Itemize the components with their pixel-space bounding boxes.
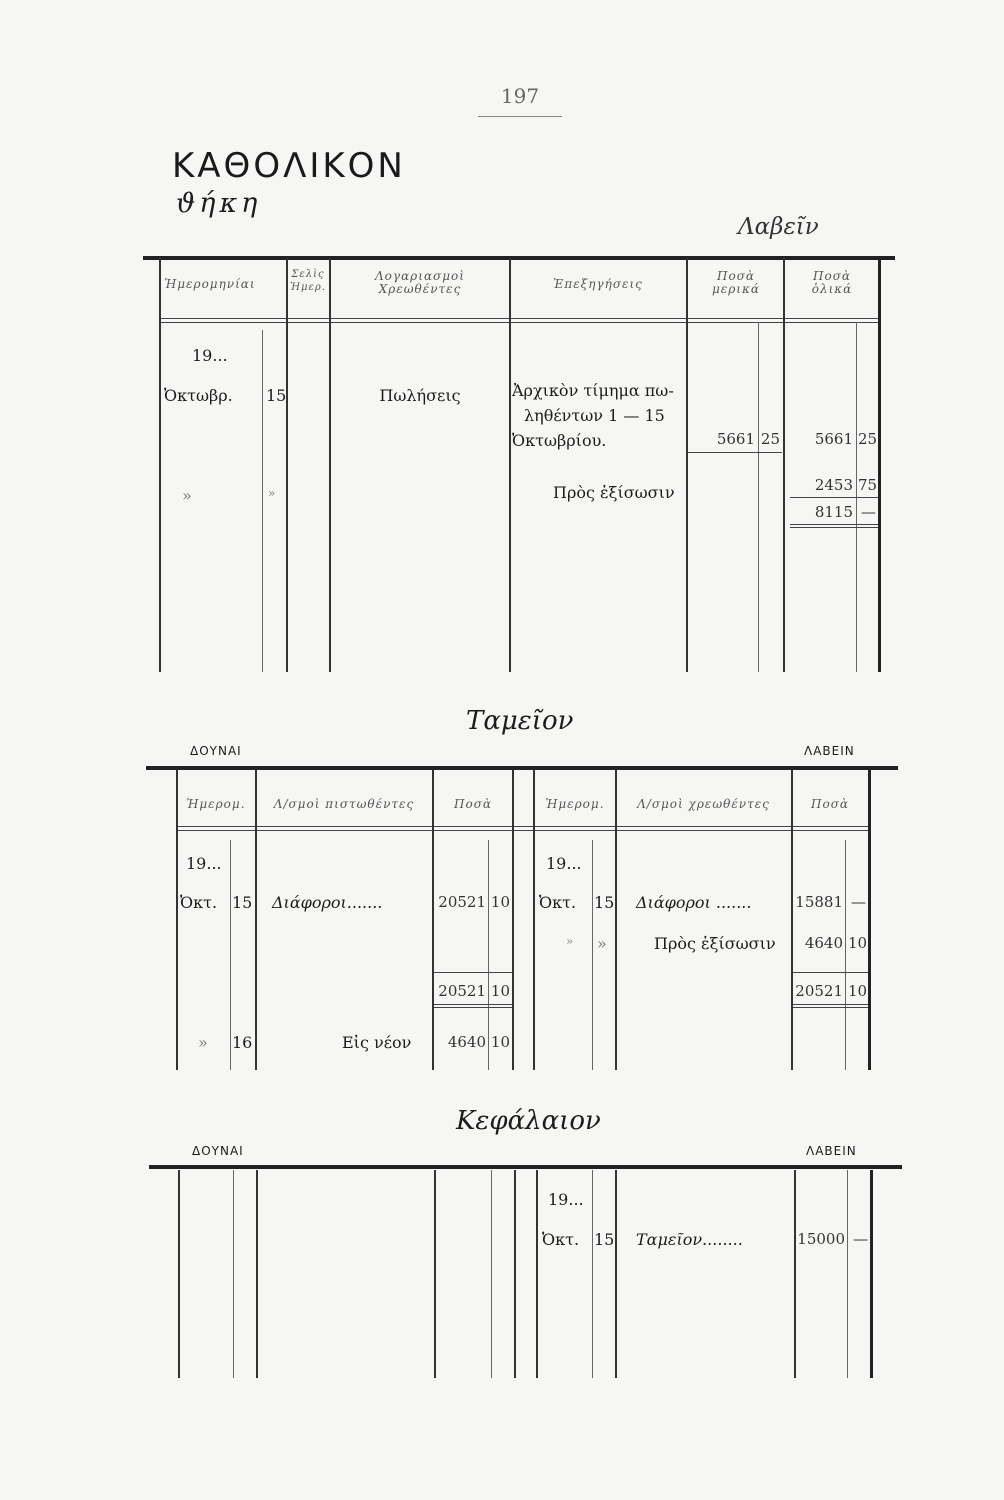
partial-underline	[688, 452, 782, 453]
cash-header-rule-2	[178, 830, 868, 831]
capital-col-line	[256, 1170, 258, 1378]
cash-right-total-rule	[793, 972, 868, 973]
cash-top-rule	[146, 766, 898, 770]
cash-col-line	[432, 770, 434, 1070]
table1-header-rule	[160, 318, 878, 319]
capital-right-amount: 15000	[797, 1230, 845, 1248]
capital-right-month: Ὀκτ.	[542, 1230, 580, 1249]
ditto-mark: »	[182, 486, 192, 505]
entry-day: 15	[266, 386, 287, 405]
capital-col-line	[536, 1170, 538, 1378]
partial-cents: 25	[760, 430, 780, 448]
capital-col-line	[434, 1170, 436, 1378]
cash-left-day: 15	[232, 893, 253, 912]
balance-label: Πρὸς ἐξίσωσιν	[553, 483, 675, 502]
table1-col-line	[758, 322, 759, 672]
entry-year: 19...	[192, 346, 228, 365]
cash-right-year: 19...	[546, 854, 582, 873]
header-partial: Ποσὰ μερικά	[712, 269, 760, 296]
capital-col-line	[592, 1170, 593, 1378]
table1-col-line	[329, 258, 331, 672]
cash-right-month: Ὀκτ.	[539, 893, 577, 912]
cash-header-amount-left: Ποσὰ	[454, 797, 492, 811]
cash-right-amount2: 4640	[804, 934, 843, 952]
total-amount: 5661	[814, 430, 853, 448]
capital-right-cents: —	[853, 1230, 868, 1248]
table1-col-line	[509, 258, 511, 672]
partial-amount: 5661	[716, 430, 755, 448]
page-number: 197	[500, 84, 540, 108]
entry-month: Ὀκτωβρ.	[164, 386, 233, 405]
cash-left-amount: 20521	[438, 893, 486, 911]
cash-col-line	[488, 840, 489, 1070]
ditto-mark: »	[268, 486, 276, 500]
cash-col-line	[845, 840, 846, 1070]
cash-col-line	[868, 770, 871, 1070]
entry-account: Πωλήσεις	[379, 386, 461, 405]
total-cents: 25	[858, 430, 878, 448]
balance-amount: 2453	[814, 476, 853, 494]
cash-col-line	[791, 770, 793, 1070]
sum-double-rule-2	[790, 527, 878, 528]
table1-col-line	[262, 330, 263, 672]
cash-left-total-rule	[434, 972, 512, 973]
capital-col-line	[794, 1170, 796, 1378]
capital-col-line	[178, 1170, 180, 1378]
cash-right-total: 20521	[795, 982, 843, 1000]
debit-side-label: ΔΟΥΝΑΙ	[192, 1144, 244, 1158]
ledger-subtitle: ϑήκη	[176, 188, 262, 219]
cash-left-year: 19...	[186, 854, 222, 873]
cash-left-month: Ὀκτ.	[180, 893, 218, 912]
sum-amount: 8115	[814, 503, 853, 521]
explanation-line-2: ληθέντων 1 — 15	[524, 406, 665, 425]
cash-left-cents2: 10	[490, 1033, 510, 1051]
cash-right-entry: Διάφοροι .......	[636, 893, 752, 912]
explanation-line-3: Ὀκτωβρίου.	[512, 431, 607, 450]
receive-heading: Λαβεῖν	[738, 214, 819, 240]
cash-header-amount-right: Ποσὰ	[811, 797, 849, 811]
cash-header-date-left: Ἡμερομ.	[186, 797, 246, 811]
cash-header-accounts-right: Λ/σμοὶ χρεωθέντες	[637, 797, 770, 811]
header-explanation: Ἐπεξηγήσεις	[553, 277, 643, 291]
capital-col-line	[847, 1170, 848, 1378]
debit-side-label: ΔΟΥΝΑΙ	[190, 744, 242, 758]
capital-top-rule	[149, 1165, 902, 1169]
sum-rule	[790, 497, 878, 498]
capital-col-line	[514, 1170, 516, 1378]
account-title-capital: Κεφάλαιον	[456, 1106, 601, 1136]
cash-right-cents: —	[851, 893, 866, 911]
header-page: Σελὶς Ἡμερ.	[290, 269, 326, 293]
table1-col-line	[878, 258, 881, 672]
ditto-mark: »	[198, 1033, 208, 1052]
cash-header-accounts-left: Λ/σμοὶ πιστωθέντες	[273, 797, 415, 811]
cash-right-double-rule	[793, 1004, 868, 1005]
cash-right-double-rule-2	[793, 1007, 868, 1008]
table1-col-line	[783, 258, 785, 672]
table1-col-line	[159, 258, 161, 672]
cash-header-rule	[178, 826, 868, 827]
cash-left-entry2: Εἰς νέον	[342, 1033, 412, 1052]
header-accounts: Λογαριασμοὶ Χρεωθέντες	[375, 269, 465, 296]
table1-col-line	[286, 258, 288, 672]
table1-col-line	[686, 258, 688, 672]
capital-col-line	[615, 1170, 617, 1378]
credit-side-label: ΛΑΒΕΙΝ	[804, 744, 855, 758]
cash-left-double-rule-2	[434, 1007, 512, 1008]
cash-right-cents2: 10	[848, 934, 868, 952]
cash-left-day2: 16	[232, 1033, 253, 1052]
cash-col-line	[533, 770, 535, 1070]
cash-col-line	[592, 840, 593, 1070]
capital-right-entry: Ταμεῖον........	[636, 1230, 743, 1249]
cash-left-double-rule	[434, 1004, 512, 1005]
ditto-mark: »	[597, 934, 607, 953]
explanation-line-1: Ἀρχικὸν τίμημα πω-	[512, 381, 674, 400]
sum-cents: —	[861, 503, 876, 521]
ditto-mark: »	[566, 934, 574, 948]
cash-col-line	[230, 840, 231, 1070]
capital-col-line	[491, 1170, 492, 1378]
page-number-rule	[478, 116, 562, 117]
cash-left-entry: Διάφοροι.......	[272, 893, 383, 912]
capital-col-line	[870, 1170, 873, 1378]
account-title-cash: Ταμεῖον	[466, 706, 574, 736]
cash-left-amount2: 4640	[447, 1033, 486, 1051]
capital-col-line	[233, 1170, 234, 1378]
header-date: Ἡμερομηνίαι	[164, 277, 256, 291]
cash-right-entry2: Πρὸς ἐξίσωσιν	[654, 934, 776, 953]
capital-right-year: 19...	[548, 1190, 584, 1209]
capital-right-day: 15	[594, 1230, 615, 1249]
cash-left-cents: 10	[490, 893, 510, 911]
cash-right-amount: 15881	[795, 893, 843, 911]
ledger-title: ΚΑΘΟΛΙΚΟΝ	[172, 146, 406, 186]
cash-header-date-right: Ἡμερομ.	[545, 797, 605, 811]
sum-double-rule	[790, 524, 878, 525]
cash-left-total: 20521	[438, 982, 486, 1000]
balance-cents: 75	[858, 476, 878, 494]
cash-col-line	[512, 770, 514, 1070]
cash-right-day: 15	[594, 893, 615, 912]
cash-right-total-cents: 10	[848, 982, 868, 1000]
cash-col-line	[255, 770, 257, 1070]
cash-col-line	[615, 770, 617, 1070]
table1-header-rule-2	[160, 322, 878, 323]
credit-side-label: ΛΑΒΕΙΝ	[806, 1144, 857, 1158]
header-total: Ποσὰ ὁλικά	[811, 269, 853, 296]
cash-left-total-cents: 10	[490, 982, 510, 1000]
cash-col-line	[176, 770, 178, 1070]
